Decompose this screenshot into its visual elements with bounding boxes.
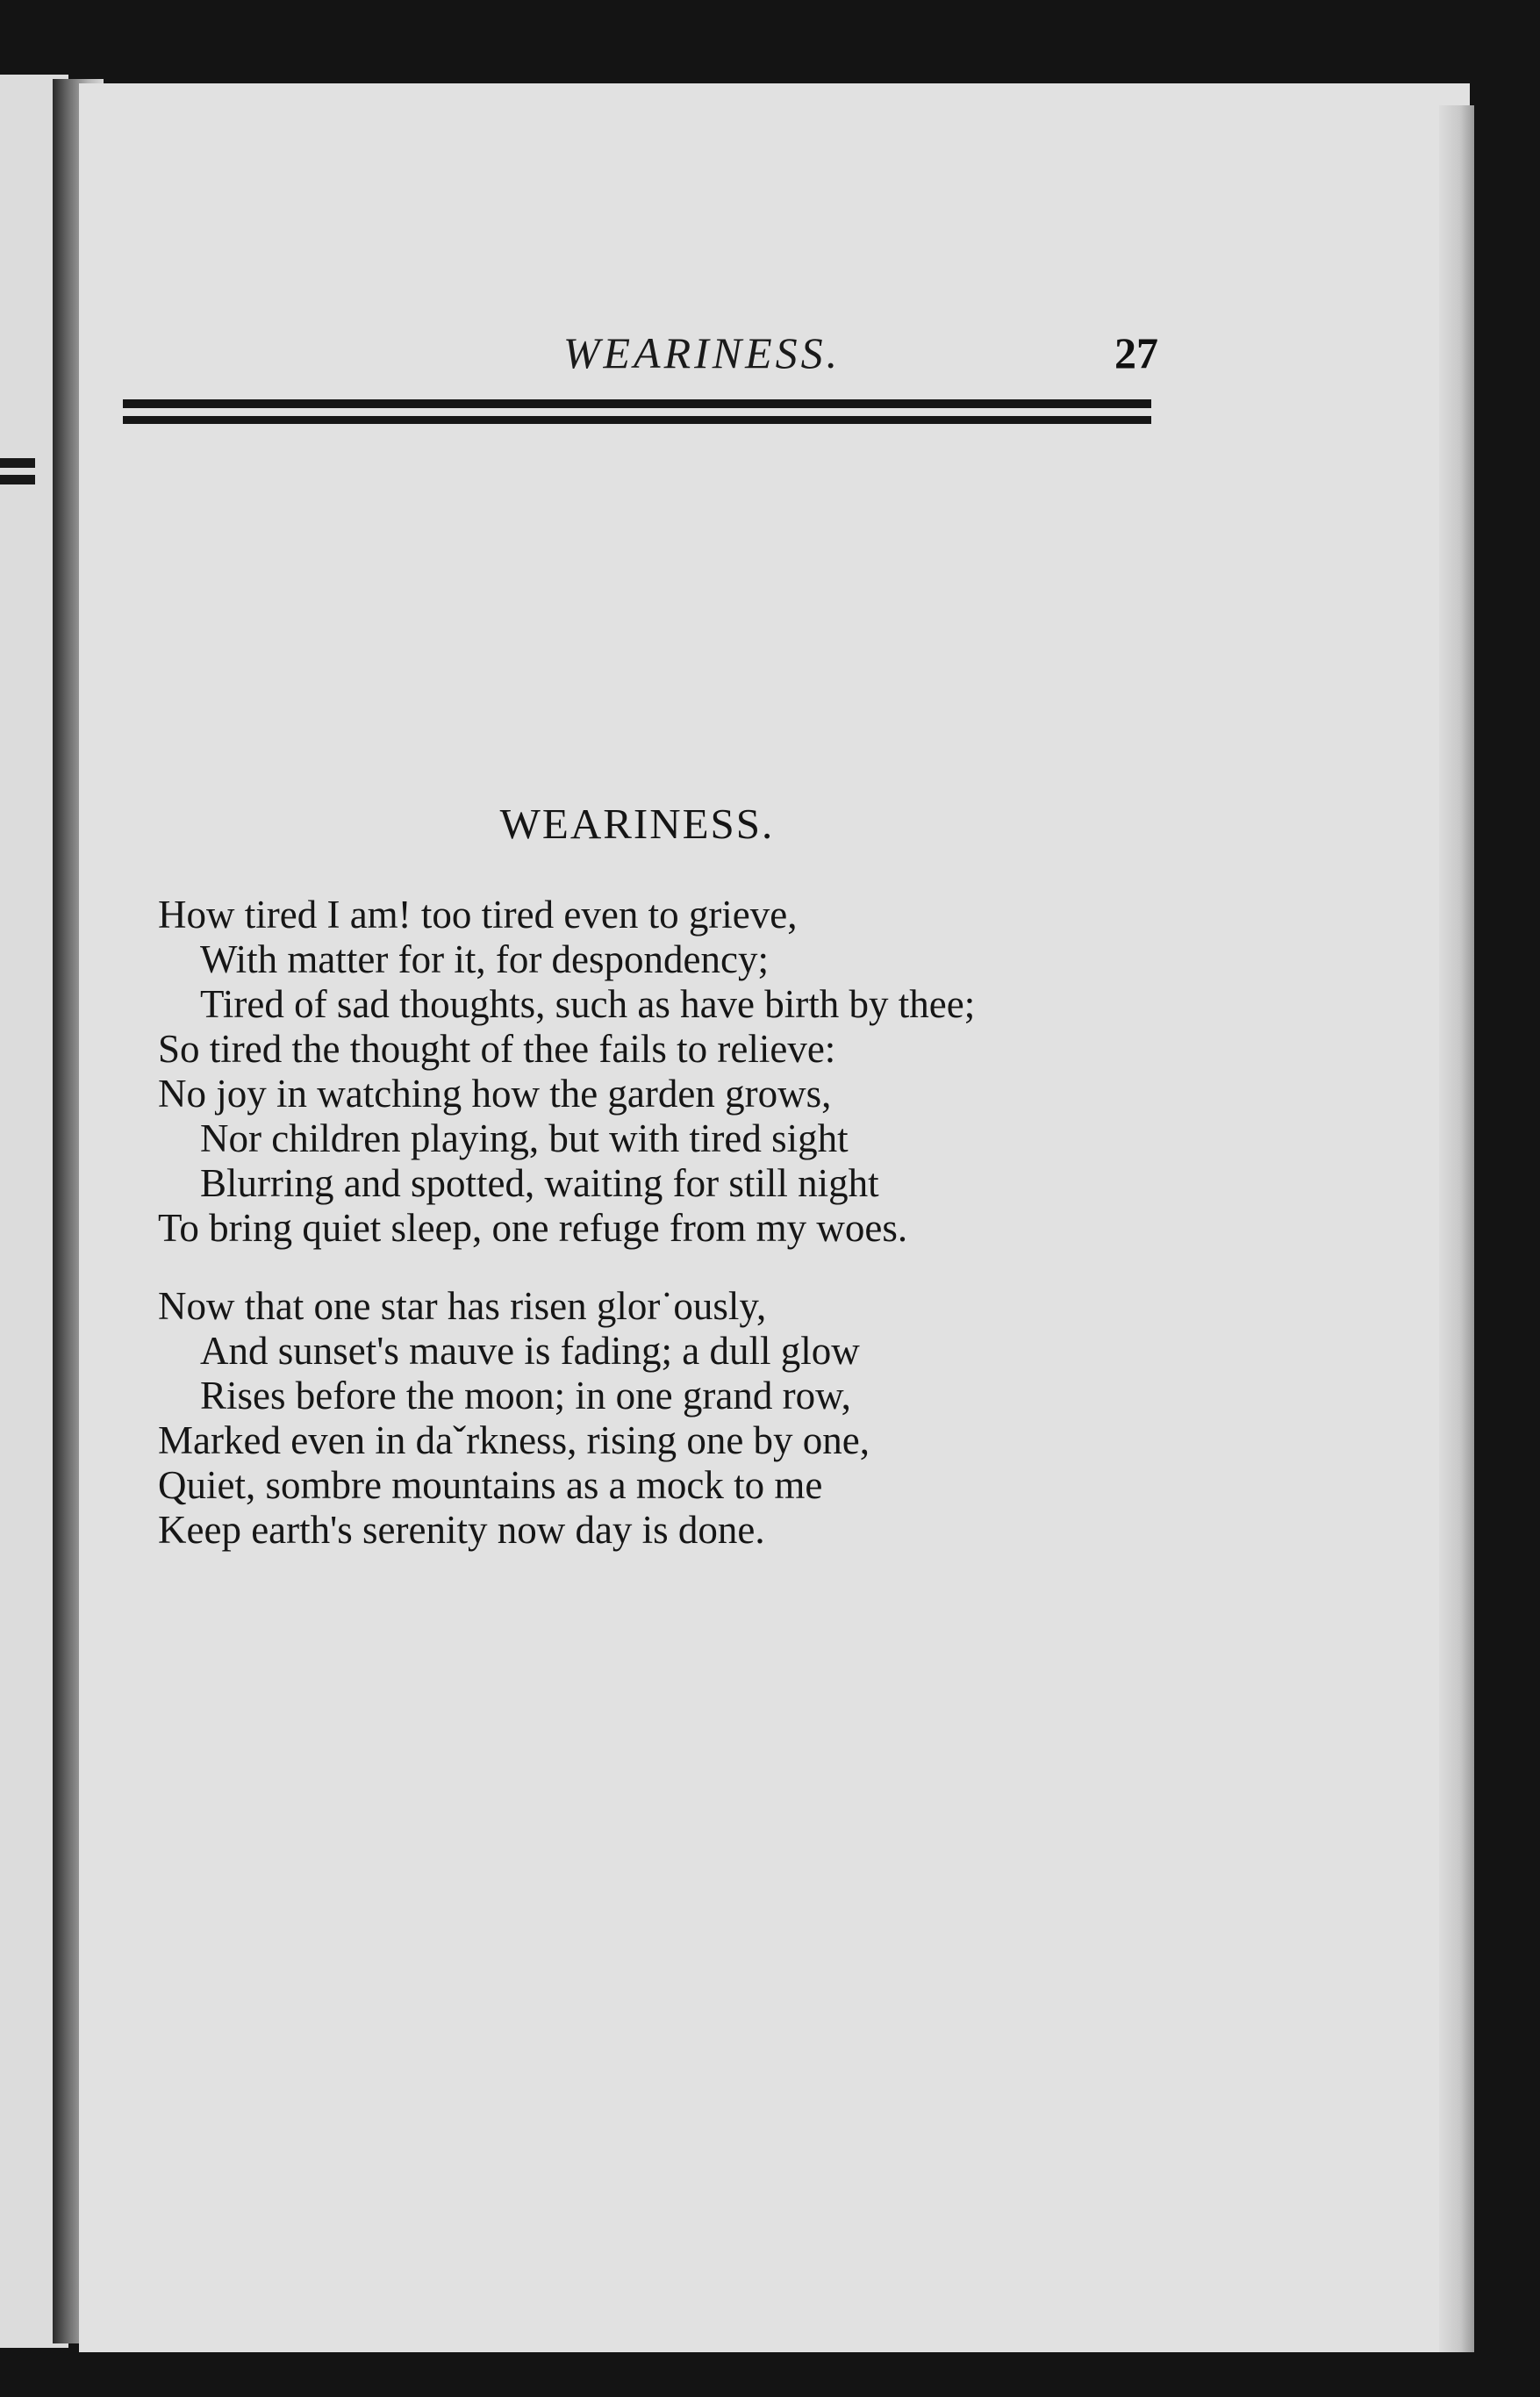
poem-line: No joy in watching how the garden grows, <box>158 1072 832 1116</box>
poem-line: Marked even in daˇrkness, rising one by one, <box>158 1418 870 1462</box>
poem-title: WEARINESS. <box>499 800 775 848</box>
poem-line: Quiet, sombre mountains as a mock to me <box>158 1463 823 1507</box>
running-head <box>123 327 1158 389</box>
previous-page-rule <box>0 458 35 468</box>
page-edge-shadow <box>1439 105 1474 2352</box>
poem-line: With matter for it, for despondency; <box>200 937 769 981</box>
header-rule-top <box>123 399 1151 408</box>
poem-line: Tired of sad thoughts, such as have birth by thee; <box>200 982 976 1026</box>
stanza-1 <box>158 893 1386 1251</box>
stanza-2 <box>158 1284 1386 1553</box>
poem-line: So tired the thought of thee fails to relieve: <box>158 1027 836 1071</box>
poem-line: Rises before the moon; in one grand row, <box>200 1374 851 1417</box>
running-title: WEARINESS. <box>562 328 842 377</box>
page-number: 27 <box>1114 328 1158 377</box>
poem-line: Keep earth's serenity now day is done. <box>158 1508 765 1552</box>
poem-line: How tired I am! too tired even to grieve, <box>158 893 798 937</box>
header-rule-bottom <box>123 416 1151 424</box>
previous-page-rule <box>0 475 35 484</box>
poem-line: Now that one star has risen glor˙ously, <box>158 1284 767 1328</box>
previous-page-header-rules <box>0 458 35 492</box>
poem-line: And sunset's mauve is fading; a dull glow <box>200 1329 860 1373</box>
poem-line: Blurring and spotted, waiting for still night <box>200 1161 879 1205</box>
poem-line: To bring quiet sleep, one refuge from my woes. <box>158 1206 908 1250</box>
poem-line: Nor children playing, but with tired sight <box>200 1116 849 1160</box>
